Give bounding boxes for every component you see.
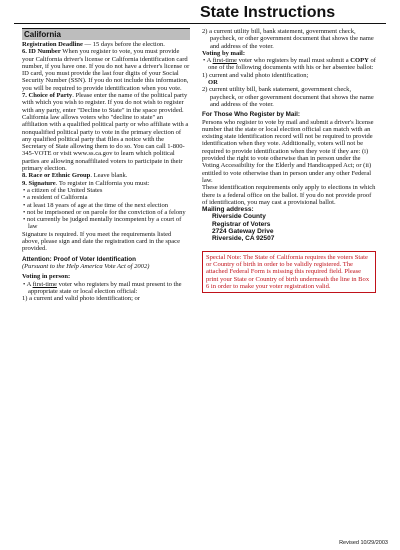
mailing-address-block — [202, 213, 376, 242]
mailing-address-heading: Mailing address: — [202, 206, 254, 214]
provisional-paragraph: These identification requirements only apply to elections in which there is a federal office on the ballot. If you do not provide proof of identification, you may cast a provisional ballot. — [202, 184, 376, 206]
by-mail-option-1: 1) current and valid photo identification; — [202, 71, 309, 79]
by-mail-or: OR — [208, 79, 218, 87]
item-6-id-number — [22, 48, 190, 92]
requirements-list — [22, 187, 190, 231]
item-7-party — [22, 92, 190, 114]
item-7-label: 7. Choice of Party — [22, 92, 73, 100]
special-note-label: Special Note: — [206, 253, 242, 261]
by-mail-paragraph: • A first-time voter who registers by mail must submit a COPY of one of the following documents with his or her absentee ballot: — [203, 57, 376, 72]
address-line: Riverside, CA 92507 — [212, 235, 275, 243]
item-9-label: 9. Signature — [22, 179, 56, 187]
item-8-text: . Leave blank. — [90, 172, 128, 180]
list-item: • a resident of California — [23, 194, 88, 202]
register-by-mail-paragraph: Persons who register to vote by mail and submit a driver's license number that the state or local election official can match with an existing state identification record will not be required to provide identification when they vote. Additionally, voters will not be required to provide identification when they vote if they are: (i) provided the right to vote otherwise than in person under the Voting Accessibility for the Elderly and Handicapped Act; or (ii) entitled to vote otherwise than in person under any other Federal law. — [202, 118, 374, 184]
voting-in-person-heading: Voting in person: — [22, 273, 71, 281]
voting-by-mail-heading: Voting by mail: — [202, 49, 246, 57]
item-9-signature — [22, 180, 190, 187]
left-column — [22, 28, 190, 302]
list-item: • at least 18 years of age at the time of the next election — [23, 201, 169, 209]
register-by-mail-heading: For Those Who Register by Mail: — [202, 111, 300, 119]
item-8-race — [22, 172, 190, 179]
in-person-option-2: 2) a current utility bill, bank statement, government check, paycheck, or other government document that shows the name and address of the voter. — [202, 28, 374, 50]
special-note-box — [202, 251, 376, 293]
right-column — [202, 28, 376, 293]
in-person-option-1: 1) a current and valid photo identification; or — [22, 295, 140, 303]
by-mail-option-2: 2) current utility bill, bank statement, government check, paycheck, or other government document that shows the name and address of the voter. — [202, 86, 374, 108]
item-9-text: . To register in California you must: — [55, 179, 150, 187]
address-line: Registrar of Voters — [212, 220, 271, 228]
list-item: • not be imprisoned or on parole for the conviction of a felony — [23, 208, 186, 216]
registration-deadline — [22, 41, 190, 48]
in-person-paragraph: • A first-time voter who registers by mail must present to the appropriate state or local election official: — [23, 280, 182, 295]
special-note-text: The State of California requires the voters State or Country of birth in order to be validly registered. The attached Federal Form is missing this required field. Please print your State or Country of birth underneath the line in Box 6 in order to make your voter registration valid. — [206, 253, 370, 290]
page-title: State Instructions — [200, 4, 336, 21]
title-rule — [14, 23, 386, 24]
item-6-label: 6. ID Number — [22, 48, 61, 56]
registration-deadline-label: Registration Deadline — [22, 41, 83, 48]
address-line: 2724 Gateway Drive — [212, 228, 274, 236]
signature-paragraph: Signature is required. If you meet the requirements listed above, please sign and date the registration card in the space provided. — [22, 230, 180, 253]
registration-deadline-text: — 15 days before the election. — [82, 41, 165, 48]
item-6-text: When you register to vote, you must provide your California driver's license or California identification card number, if you have one. If you do not have a driver's license or ID card, you must provide the last four digits of your Social Security Number (SSN). If you do not include this information, you will be required to provide identification when you vote. — [22, 48, 190, 92]
item-8-label: 8. Race or Ethnic Group — [22, 172, 91, 180]
party-law-paragraph: California law allows voters who "decline to state" an affiliation with a qualified political party or who affiliate with a nonqualified political party to vote in the primary election of any qualified political party that files a notice with the Secretary of State allowing them to do so. You can call 1-800-345-VOTE or visit www.ss.ca.gov to learn which political parties are allowing nonaffiliated voters to participate in their primary election. — [22, 113, 189, 173]
list-item: • not currently be judged mentally incompetent by a court of law — [23, 216, 182, 231]
section-heading-california: California — [22, 28, 190, 40]
attention-subtitle: (Pursuant to the Help America Vote Act of 2002) — [22, 262, 150, 270]
list-item: • a citizen of the United States — [23, 186, 103, 194]
address-line: Riverside County — [212, 213, 266, 221]
attention-heading: Attention: Proof of Voter Identification — [22, 255, 136, 263]
revision-date: Revised 10/29/2003 — [339, 540, 388, 546]
item-7-text: . Please enter the name of the political party with which you wish to register. If you do not wish to register with any party, enter "Decline to State" in the space provided. — [22, 92, 188, 114]
